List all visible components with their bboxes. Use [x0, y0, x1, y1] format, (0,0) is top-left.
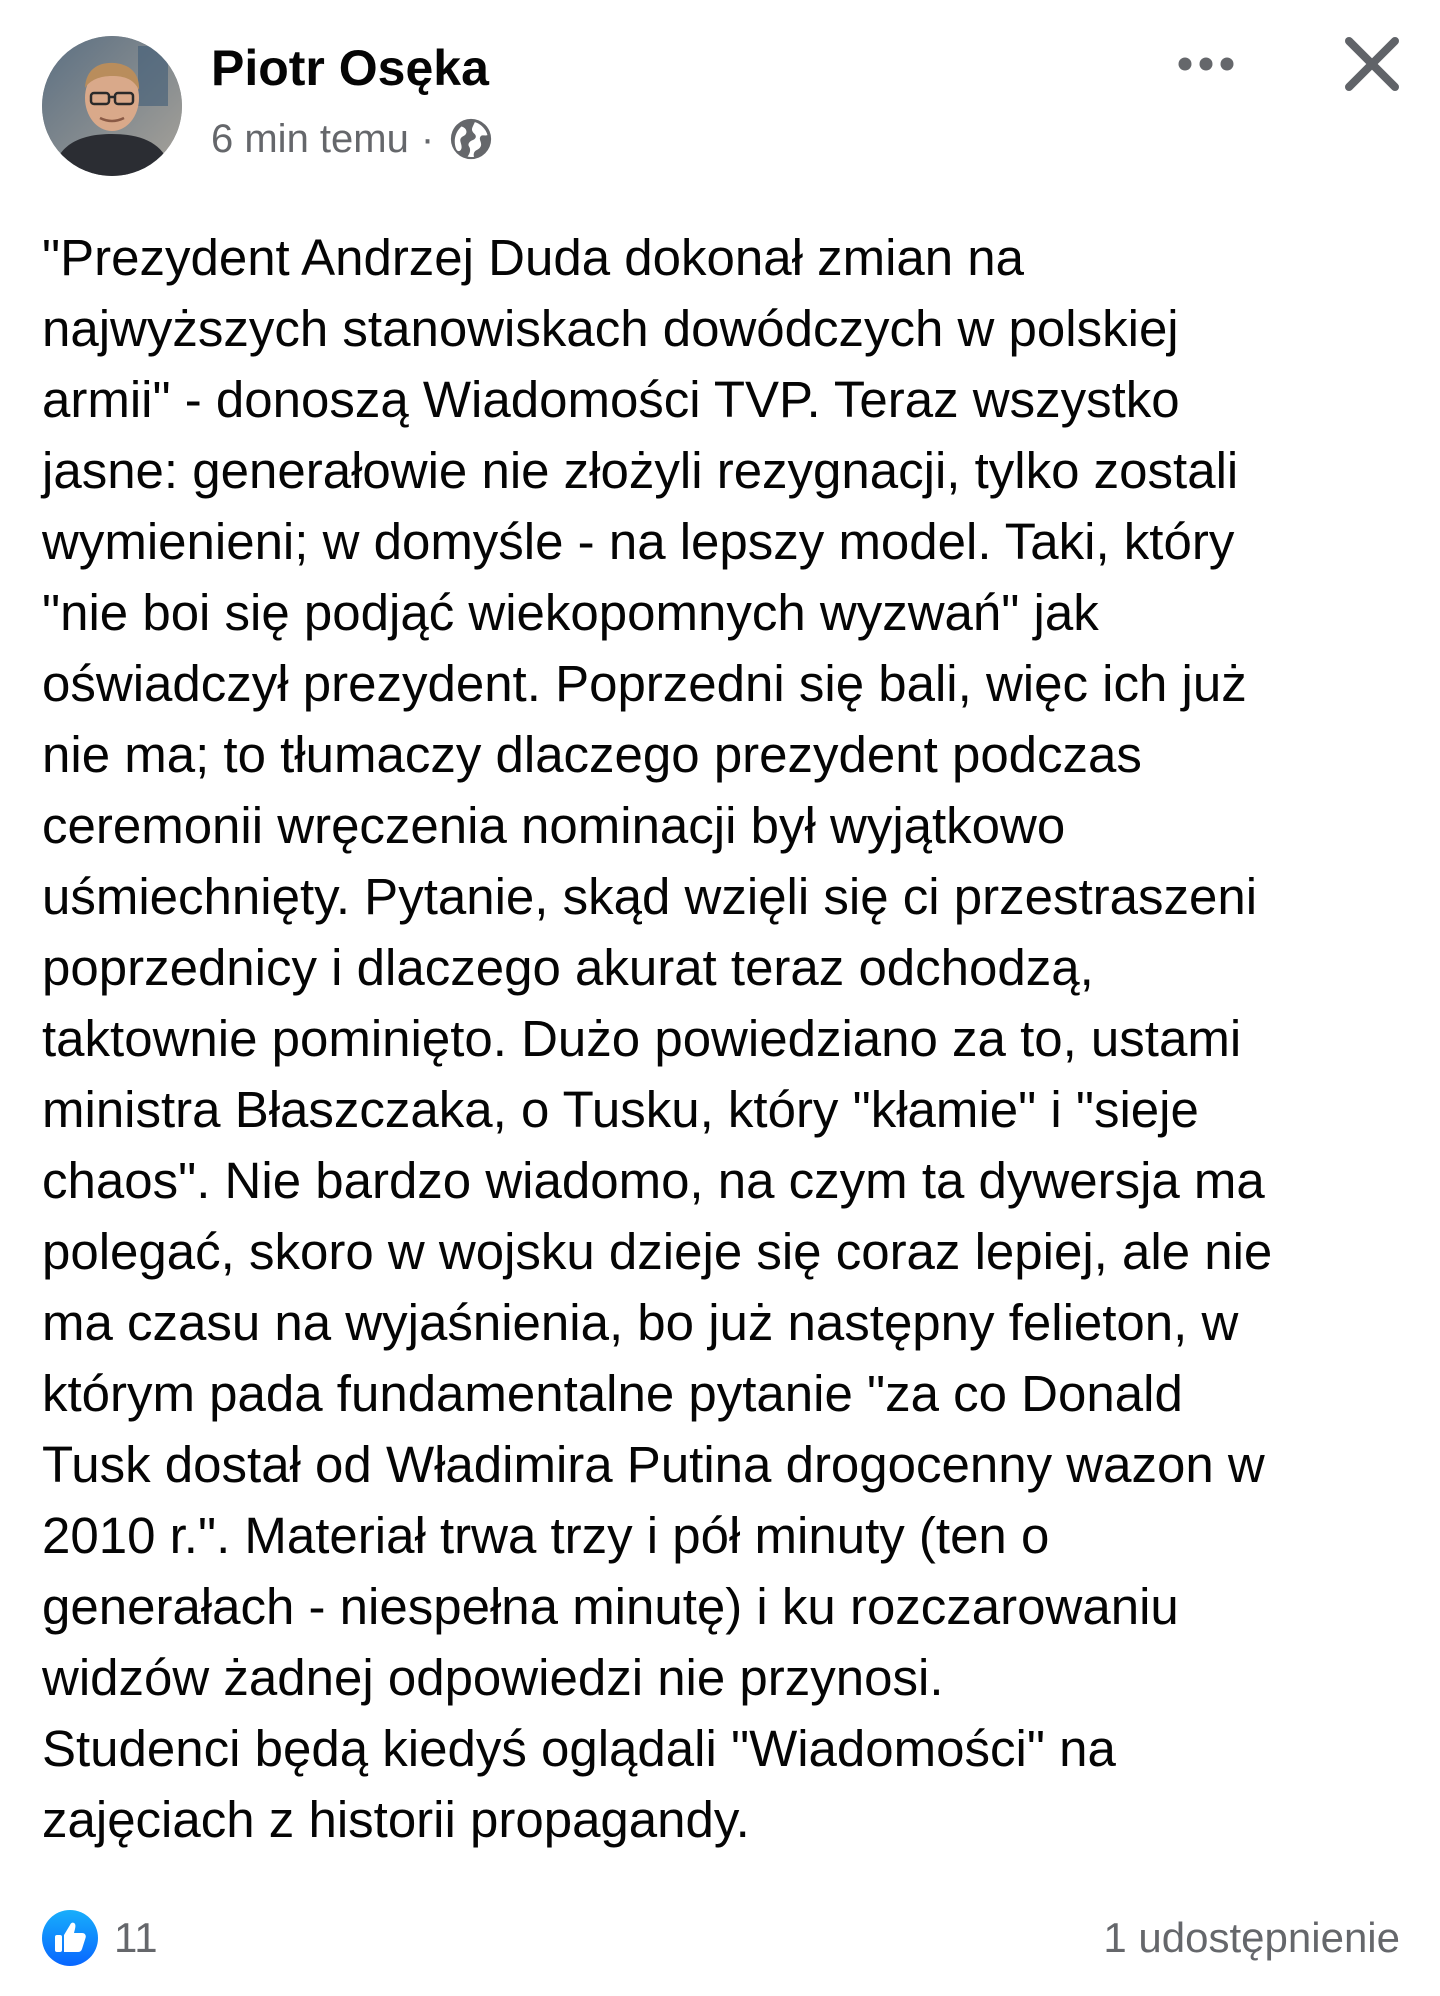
author-avatar[interactable] — [42, 36, 182, 176]
close-button[interactable] — [1336, 28, 1408, 100]
meta-separator: · — [420, 116, 435, 161]
shares-count[interactable]: 1 udostępnienie — [1103, 1914, 1400, 1961]
post-text-line: którym pada fundamentalne pytanie "za co Donald — [42, 1365, 1183, 1422]
post-text-line: ministra Błaszczaka, o Tusku, który "kłamie" i "sieje — [42, 1081, 1199, 1138]
post-body — [42, 222, 1412, 1855]
post-text-line: armii" - donoszą Wiadomości TVP. Teraz wszystko — [42, 371, 1180, 428]
post-text-line: Studenci będą kiedyś oglądali "Wiadomości" na — [42, 1720, 1116, 1777]
post-text-line: "Prezydent Andrzej Duda dokonał zmian na — [42, 229, 1025, 286]
post-text-line: taktownie pominięto. Dużo powiedziano za to, ustami — [42, 1010, 1242, 1067]
profile-photo-icon — [42, 36, 182, 176]
more-options-button[interactable] — [1170, 36, 1242, 92]
post-text-line: wymienieni; w domyśle - na lepszy model. Taki, który — [42, 513, 1235, 570]
post-text-line: "nie boi się podjąć wiekopomnych wyzwań" jak — [42, 584, 1099, 641]
post-text-line: zajęciach z historii propagandy. — [42, 1791, 750, 1848]
post-timestamp[interactable]: 6 min temu — [211, 116, 409, 161]
post-text-line: poprzednicy i dlaczego akurat teraz odchodzą, — [42, 939, 1094, 996]
post-text-line: uśmiechnięty. Pytanie, skąd wzięli się ci przestraszeni — [42, 868, 1258, 925]
post-text-line: generałach - niespełna minutę) i ku rozczarowaniu — [42, 1578, 1179, 1635]
post-text-line: chaos". Nie bardzo wiadomo, na czym ta dywersja ma — [42, 1152, 1265, 1209]
post-text-line: ceremonii wręczenia nominacji był wyjątkowo — [42, 797, 1066, 854]
post-text-line: jasne: generałowie nie złożyli rezygnacji, tylko zostali — [42, 442, 1239, 499]
post-text-line: Tusk dostał od Władimira Putina drogocenny wazon w — [42, 1436, 1265, 1493]
post-text-line: 2010 r.". Materiał trwa trzy i pół minuty (ten o — [42, 1507, 1050, 1564]
post-meta — [211, 112, 494, 166]
more-options-icon — [1176, 56, 1236, 72]
post-text-line: ma czasu na wyjaśnienia, bo już następny felieton, w — [42, 1294, 1239, 1351]
reactions-summary[interactable] — [42, 1906, 158, 1970]
post-text-line: najwyższych stanowiskach dowódczych w polskiej — [42, 300, 1179, 357]
post-text-line: oświadczył prezydent. Poprzedni się bali, więc ich już — [42, 655, 1247, 712]
globe-icon[interactable] — [448, 116, 494, 162]
post-text-line: polegać, skoro w wojsku dzieje się coraz lepiej, ale nie — [42, 1223, 1273, 1280]
close-icon — [1344, 36, 1400, 92]
like-icon — [42, 1910, 98, 1966]
post-text-line: nie ma; to tłumaczy dlaczego prezydent podczas — [42, 726, 1142, 783]
post-footer — [42, 1906, 1400, 1970]
post-text-line: widzów żadnej odpowiedzi nie przynosi. — [42, 1649, 944, 1706]
author-name[interactable]: Piotr Osęka — [211, 40, 489, 96]
reaction-count: 11 — [114, 1914, 158, 1961]
